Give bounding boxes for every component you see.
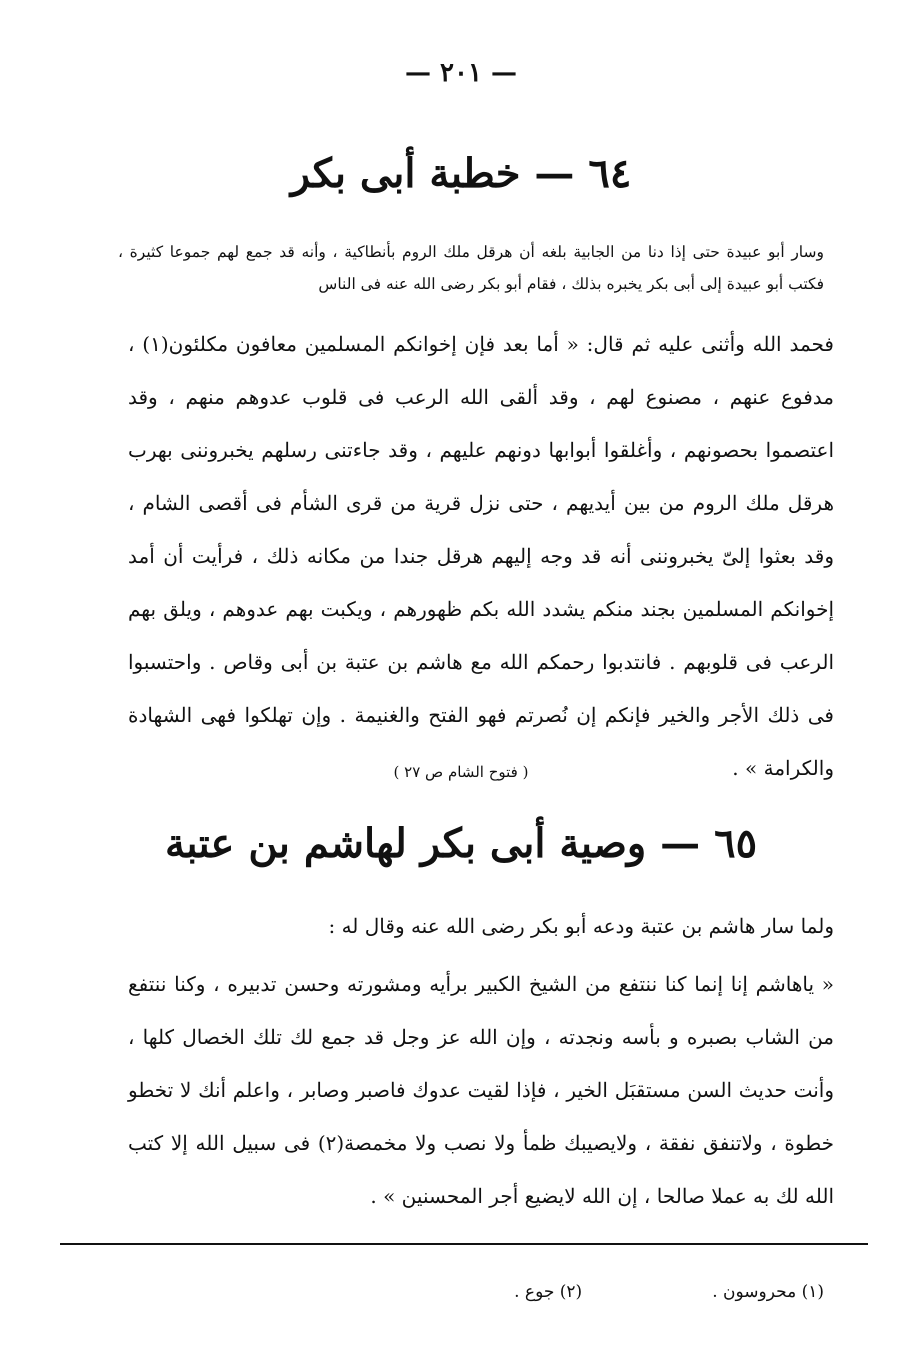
section-65-body: « ياهاشم إنا إنما كنا ننتفع من الشيخ الكبير برأيه ومشورته وحسن تدبيره ، وكنا ننتفع من الشاب بصبره و بأسه ونجدته ، وإن الله عز وجل قد جمع لك تلك الخصال كلها ، وأنت حديث السن مستقبَل الخير ، فإذا لقيت عدوك فاصبر وصابر ، واعلم أنك لا تخطو خطوة ، ولاتنفق نفقة ، ولايصيبك ظمأ ولا نصب ولا مخمصة(٢) فى سبيل الله إلا كتب الله لك به عملا صالحا ، إن الله لايضيع أجر المحسنين » . (128, 972, 834, 1208)
footnote-2: (٢) جوع . (514, 1282, 583, 1302)
section-65-intro: ولما سار هاشم بن عتبة ودعه أبو بكر رضى الله عنه وقال له : (328, 914, 834, 938)
section-64-body: فحمد الله وأثنى عليه ثم قال: « أما بعد فإن إخوانكم المسلمين معافون مكلئون(١) ، مدفوع عنهم ، مصنوع لهم ، وقد ألقى الله الرعب فى قلوب عدوهم منهم ، وقد اعتصموا بحصونهم ، وأغلقوا أبوابها دونهم عليهم ، وقد جاءتنى رسلهم يخبروننى بهرب هرقل ملك الروم من بين أيديهم ، حتى نزل قرية من قرى الشأم فى أقصى الشام ، وقد بعثوا إلىّ يخبروننى أنه قد وجه إليهم هرقل جندا من مكانه ذلك ، فرأيت أن أمد إخوانكم المسلمين بجند منكم يشدد الله بكم ظهورهم ، ويكبت بهم عدوهم ، ويلق بهم الرعب فى قلوبهم . فانتدبوا رحمكم الله مع هاشم بن عتبة بن أبى وقاص . واحتسبوا فى ذلك الأجر والخير فإنكم إن نُصرتم فهو الفتح والغنيمة . وإن تهلكوا فهى الشهادة والكرامة » . (128, 332, 834, 780)
section-heading-65: ٦٥ — وصية أبى بكر لهاشم بن عتبة (164, 820, 758, 867)
footnote-divider (60, 1243, 868, 1245)
footnotes (514, 1279, 824, 1305)
section-64-intro: وسار أبو عبيدة حتى إذا دنا من الجابية بلغه أن هرقل ملك الروم بأنطاكية ، وأنه قد جمع لهم جموعا كثيرة ، فكتب أبو عبيدة إلى أبى بكر يخبره بذلك ، فقام أبو بكر رضى الله عنه فى الناس (118, 243, 824, 293)
page-number: — ٢٠١ — (404, 58, 518, 88)
footnote-1: (١) محروسون . (712, 1282, 824, 1302)
section-heading-64: ٦٤ — خطبة أبى بكر (290, 150, 632, 197)
source-citation: ( فتوح الشام ص ٢٧ ) (393, 763, 529, 781)
